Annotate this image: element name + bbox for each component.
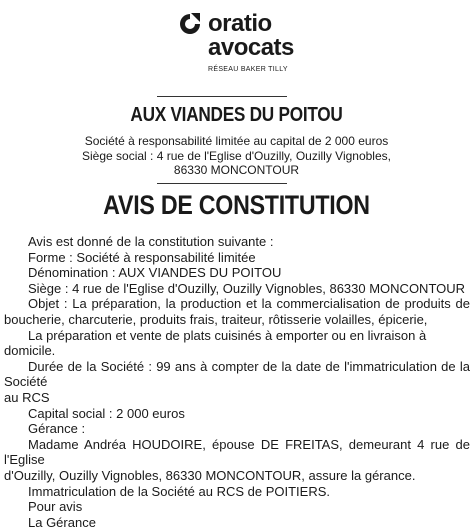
company-name: AUX VIANDES DU POITOU <box>130 104 343 126</box>
divider-bottom <box>157 183 287 184</box>
notice-objet-line3: La préparation et vente de plats cuisinés à emporter ou en livraison à domicile. <box>4 327 427 359</box>
notice-capital: Capital social : 2 000 euros <box>28 405 185 421</box>
notice-denomination: Dénomination : AUX VIANDES DU POITOU <box>28 265 282 281</box>
logo-subtitle: RÉSEAU BAKER TILLY <box>208 66 288 73</box>
oratio-logo-mark-icon <box>178 12 202 36</box>
notice-forme: Forme : Société à responsabilité limitée <box>28 249 256 265</box>
notice-gerant-line2: d'Ouzilly, Ouzilly Vignobles, 86330 MONCONTOUR, assure la gérance. <box>4 467 416 483</box>
notice-objet-line2: boucherie, charcuterie, produits frais, traiteur, rôtisserie volailles, épicerie, <box>4 311 428 327</box>
oratio-logo <box>178 10 308 80</box>
divider-top <box>157 96 287 97</box>
notice-pour-avis: Pour avis <box>28 499 83 515</box>
notice-signature: La Gérance <box>28 514 96 530</box>
notice-title: AVIS DE CONSTITUTION <box>103 190 370 220</box>
company-info <box>0 134 473 178</box>
logo-text-avocats: avocats <box>208 34 294 61</box>
notice-immatriculation: Immatriculation de la Société au RCS de POITIERS. <box>28 483 331 499</box>
notice-gerance: Gérance : <box>28 421 86 437</box>
company-address-line1: Siège social : 4 rue de l'Eglise d'Ouzilly, Ouzilly Vignobles, <box>82 148 391 163</box>
company-legal-form: Société à responsabilité limitée au capital de 2 000 euros <box>84 134 389 148</box>
company-address-line2: 86330 MONCONTOUR <box>173 163 300 177</box>
notice-gerant-line1: Madame Andréa HOUDOIRE, épouse DE FREITAS, demeurant 4 rue de l'Eglise <box>4 436 470 468</box>
notice-duree-line1: Durée de la Société : 99 ans à compter de la date de l'immatriculation de la Société <box>4 358 470 390</box>
notice-duree-line2: au RCS <box>4 389 50 405</box>
notice-intro: Avis est donné de la constitution suivante : <box>28 234 274 249</box>
notice-objet-line1: Objet : La préparation, la production et la commercialisation de produits de <box>28 296 470 312</box>
notice-siege: Siège : 4 rue de l'Eglise d'Ouzilly, Ouzilly Vignobles, 86330 MONCONTOUR <box>28 280 466 296</box>
logo-text-oratio: oratio <box>208 10 272 37</box>
notice-body <box>4 234 470 530</box>
